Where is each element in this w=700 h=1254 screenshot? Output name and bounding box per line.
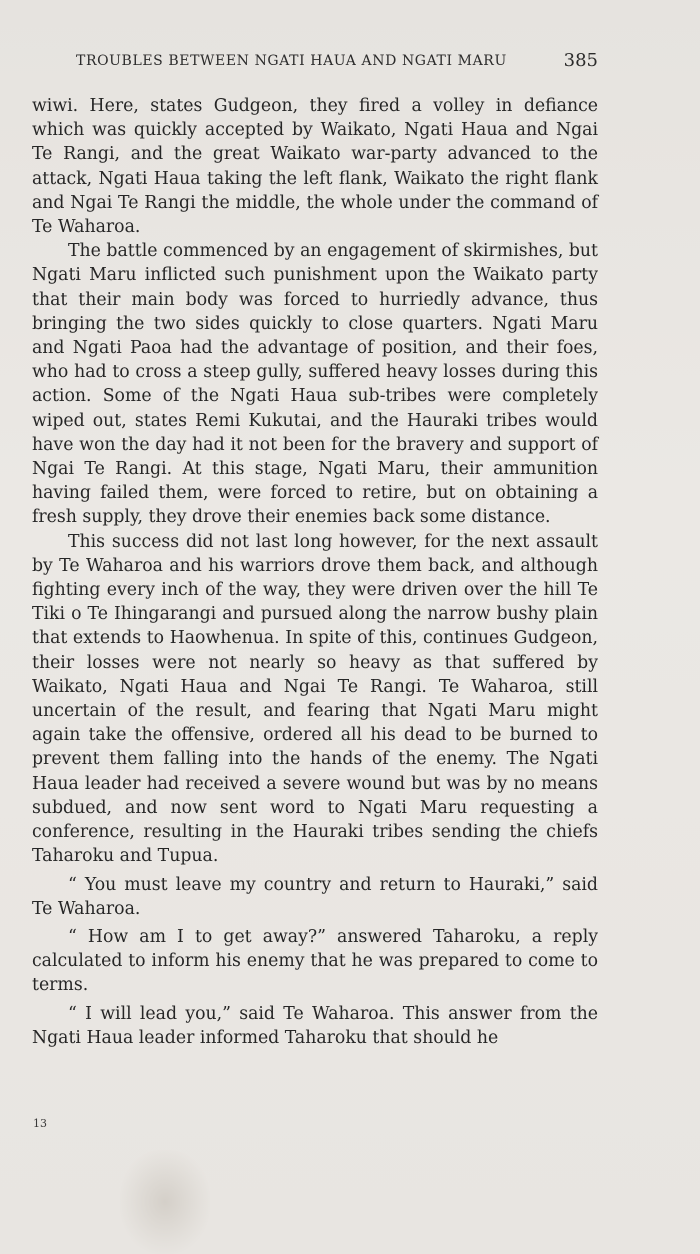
body-text bbox=[32, 94, 598, 1050]
page-smudge bbox=[120, 1150, 210, 1254]
running-header bbox=[76, 50, 598, 74]
paragraph: “ I will lead you,” said Te Waharoa. This answer from the Ngati Haua leader informed Taharoku that should he bbox=[32, 1003, 598, 1048]
paragraph: “ How am I to get away?” answered Taharoku, a reply calculated to inform his enemy that he was prepared to come to terms. bbox=[32, 926, 598, 996]
running-title: TROUBLES BETWEEN NGATI HAUA AND NGATI MARU bbox=[76, 53, 507, 69]
paragraph: The battle commenced by an engagement of skirmishes, but Ngati Maru inflicted such punishment upon the Waikato party that their main body was forced to hurriedly advance, thus bringing the two sides quickly to close quarters. Ngati Maru and Ngati Paoa had the advantage of position, and their foes, who had to cross a steep gully, suffered heavy losses during this action. Some of the Ngati Haua sub-tribes were completely wiped out, states Remi Kukutai, and the Hauraki tribes would have won the day had it not been for the bravery and support of Ngai Te Rangi. At this stage, Ngati Maru, their ammunition having failed them, were forced to retire, but on obtaining a fresh supply, they drove their enemies back some distance. bbox=[32, 241, 598, 528]
signature-mark: 13 bbox=[33, 1117, 47, 1130]
paragraph: “ You must leave my country and return to Hauraki,” said Te Waharoa. bbox=[32, 874, 598, 919]
paragraph: This success did not last long however, for the next assault by Te Waharoa and his warriors drove them back, and although fighting every inch of the way, they were driven over the hill Te Tiki o Te Ihingarangi and pursued along the narrow bushy plain that extends to Haowhenua. In spite of this, continues Gudgeon, their losses were not nearly so heavy as that suffered by Waikato, Ngati Haua and Ngai Te Rangi. Te Waharoa, still uncertain of the result, and fearing that Ngati Maru might again take the offensive, ordered all his dead to be burned to prevent them falling into the hands of the enemy. The Ngati Haua leader had received a severe wound but was by no means subdued, and now sent word to Ngati Maru requesting a conference, resulting in the Hauraki tribes sending the chiefs Taharoku and Tupua. bbox=[32, 531, 598, 867]
paragraph: wiwi. Here, states Gudgeon, they fired a volley in defiance which was quickly accepted by Waikato, Ngati Haua and Ngai Te Rangi, and the great Waikato war-party advanced to the attack, Ngati Haua taking the left flank, Waikato the right flank and Ngai Te Rangi the middle, the whole under the command of Te Waharoa. bbox=[32, 96, 598, 238]
page-number: 385 bbox=[563, 50, 598, 71]
